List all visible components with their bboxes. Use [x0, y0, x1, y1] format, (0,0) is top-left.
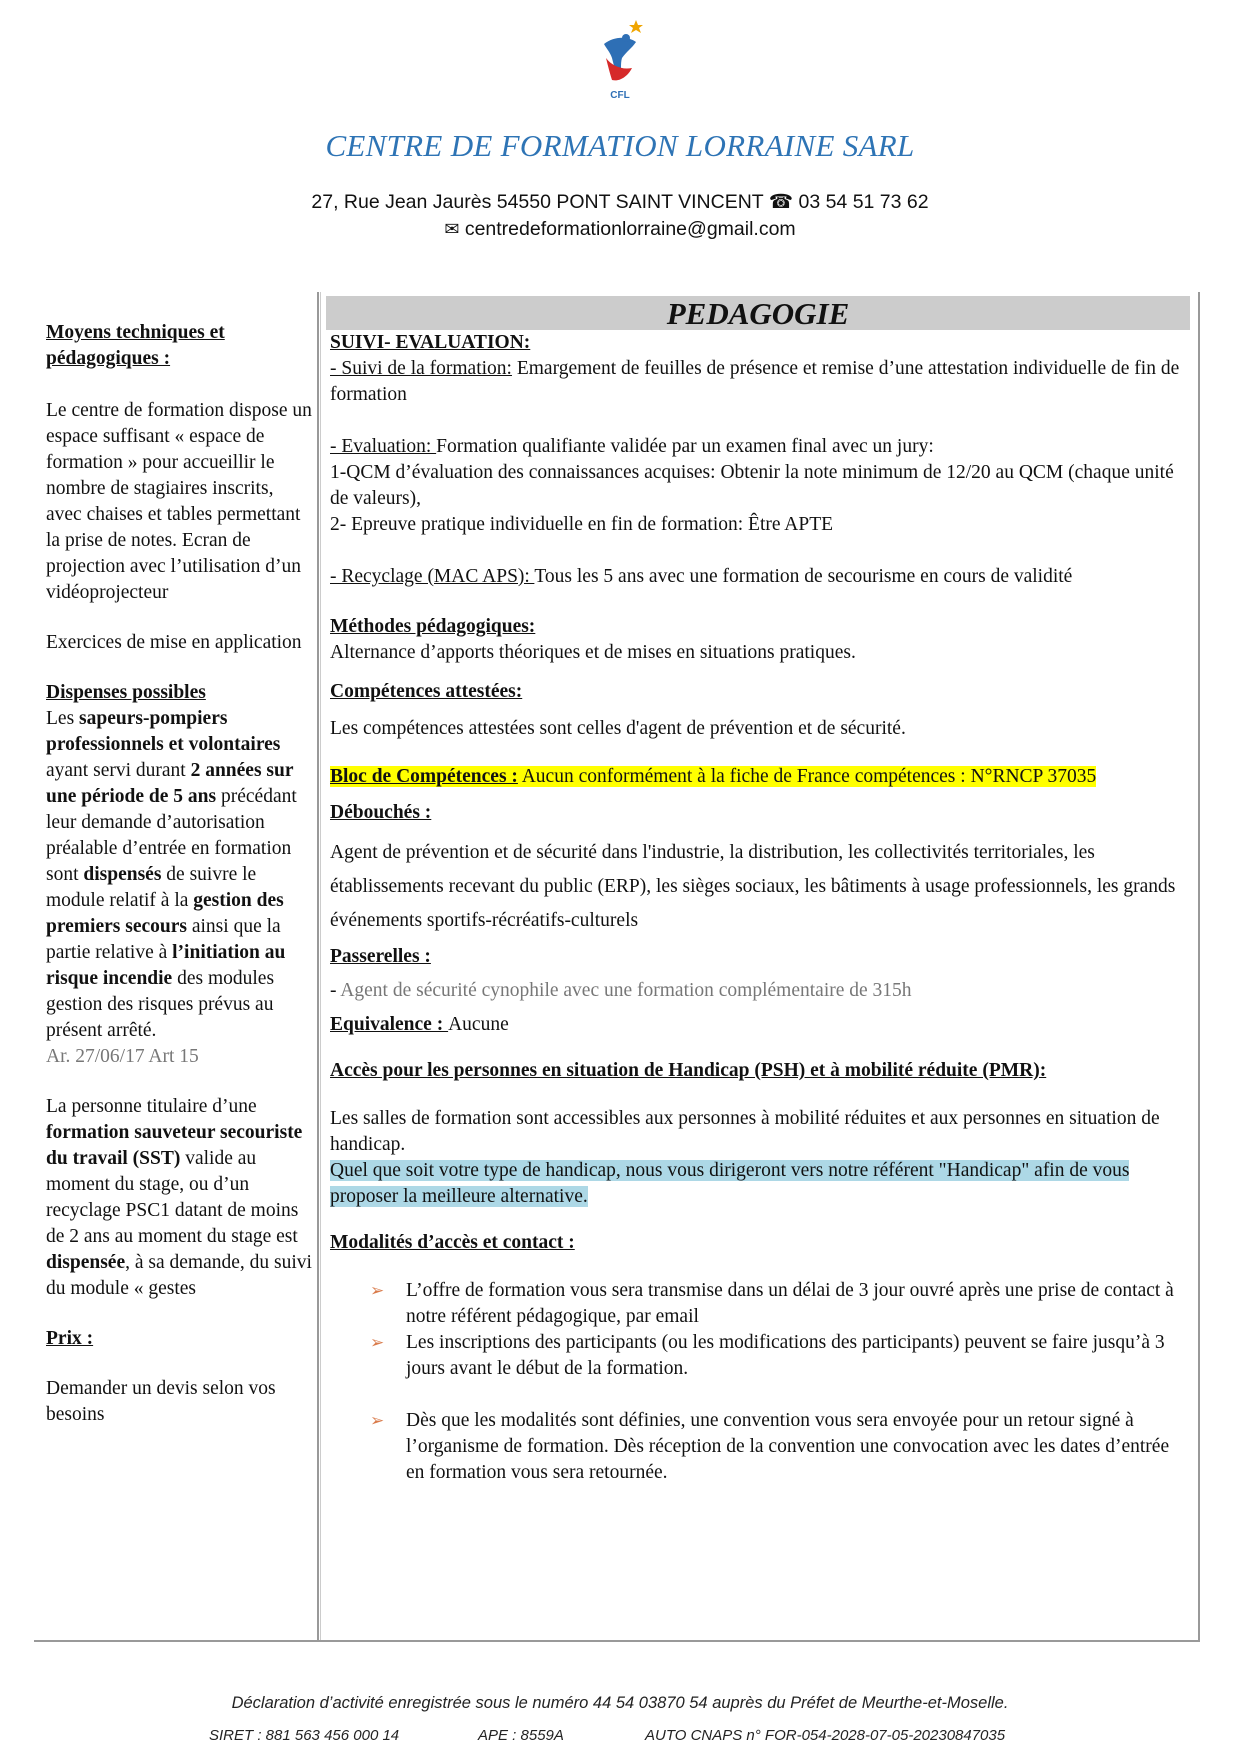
acces-title: Accès pour les personnes en situation de Handicap (PSH) et à mobilité réduite (PMR):: [330, 1060, 1047, 1081]
phone-icon: ☎: [768, 190, 794, 213]
footer-ape: APE : 8559A: [478, 1727, 564, 1744]
arrow-bullet-icon: ➢: [370, 1333, 385, 1353]
competences-text: Les compétences attestées sont celles d'agent de prévention et de sécurité.: [330, 718, 906, 739]
evaluation-line-1: 1-QCM d’évaluation des connaissances acquises: Obtenir la note minimum de 12/20 au QCM (chaque unité de valeurs),: [330, 462, 1174, 509]
arrow-bullet-icon: ➢: [370, 1281, 385, 1301]
modalites-title: Modalités d’accès et contact :: [330, 1232, 575, 1253]
passerelles-title: Passerelles :: [330, 946, 431, 967]
cfl-logo: [592, 18, 648, 102]
footer-siret: SIRET : 881 563 456 000 14: [209, 1727, 400, 1744]
phone-number: 03 54 51 73 62: [798, 191, 929, 213]
modalites-list: [330, 1278, 1188, 1486]
list-item: ➢ L’offre de formation vous sera transmise dans un délai de 3 jour ouvré après une prise de contact à notre référent pédagogique, par email: [370, 1280, 1174, 1327]
prix-text: Demander un devis selon vos besoins: [46, 1378, 276, 1425]
column-divider: [317, 292, 319, 1640]
pedagogie-title: PEDAGOGIE: [326, 296, 1190, 330]
passerelles-text: - Agent de sécurité cynophile avec une formation complémentaire de 315h: [330, 980, 912, 1001]
address-text: 27, Rue Jean Jaurès 54550 PONT SAINT VINCENT: [311, 191, 764, 213]
suivi-text: - Suivi de la formation: Emargement de feuilles de présence et remise d’une attestation individuelle de fin de formation: [330, 358, 1180, 405]
debouches-title: Débouchés :: [330, 802, 432, 823]
logo-text: CFL: [610, 90, 630, 101]
methodes-text: Alternance d’apports théoriques et de mises en situations pratiques.: [330, 642, 856, 663]
competences-title: Compétences attestées:: [330, 681, 523, 702]
acces-text-1: Les salles de formation sont accessibles aux personnes à mobilité réduites et aux personnes en situation de handicap.: [330, 1108, 1160, 1155]
footer-declaration: Déclaration d’activité enregistrée sous le numéro 44 54 03870 54 auprès du Préfet de Meurthe-et-Moselle.: [231, 1694, 1009, 1712]
sidebar-column: [46, 320, 314, 1428]
exercices-text: Exercices de mise en application: [46, 632, 302, 653]
dispenses-title: Dispenses possibles: [46, 682, 206, 703]
footer-cnaps: AUTO CNAPS n° FOR-054-2028-07-05-20230847035: [645, 1727, 1006, 1744]
suivi-title: SUIVI- EVALUATION:: [330, 332, 531, 353]
evaluation-line-2: 2- Epreuve pratique individuelle en fin de formation: Être APTE: [330, 514, 834, 535]
organization-name: CENTRE DE FORMATION LORRAINE SARL: [325, 128, 915, 163]
prix-title: Prix :: [46, 1328, 94, 1349]
moyens-text: Le centre de formation dispose un espace suffisant « espace de formation » pour accueillir le nombre de stagiaires inscrits, avec chaises et tables permettant la prise de notes. Ecran de projection avec l’utilisation d’un vidéoprojecteur: [46, 400, 312, 603]
arrow-bullet-icon: ➢: [370, 1411, 385, 1431]
acces-text-2: Quel que soit votre type de handicap, nous vous dirigeront vers notre référent "Handicap" afin de vous proposer la meilleure alternative.: [330, 1160, 1130, 1207]
bloc-competences: Bloc de Compétences : Aucun conformément à la fiche de France compétences : N°RNCP 37035: [330, 766, 1097, 787]
equivalence: Equivalence : Aucune: [330, 1014, 509, 1035]
recyclage-text: - Recyclage (MAC APS): Tous les 5 ans avec une formation de secourisme en cours de validité: [330, 566, 1073, 587]
moyens-title: Moyens techniques et pédagogiques :: [46, 322, 225, 369]
evaluation-text: - Evaluation: Formation qualifiante validée par un examen final avec un jury:: [330, 436, 934, 457]
dispenses-text: Les sapeurs-pompiers professionnels et volontaires ayant servi durant 2 années sur une période de 5 ans précédant leur demande d’autorisation préalable d’entrée en formation sont dispensés de suivre le module relatif à la gestion des premiers secours ainsi que la partie relative à l’initiation au risque incendie des modules gestion des risques prévus au présent arrêté.: [46, 708, 297, 1041]
email-address: centredeformationlorraine@gmail.com: [464, 218, 796, 240]
main-column: [330, 296, 1188, 1486]
sst-text: La personne titulaire d’une formation sauveteur secouriste du travail (SST) valide au moment du stage, ou d’un recyclage PSC1 datant de moins de 2 ans au moment du stage est dispensée, à sa demande, du suivi du module « gestes: [46, 1096, 312, 1299]
methodes-title: Méthodes pédagogiques:: [330, 616, 536, 637]
debouches-text: Agent de prévention et de sécurité dans l'industrie, la distribution, les collectivités territoriales, les établissements recevant du public (ERP), les sièges sociaux, les bâtiments à usage professionnels, les grands événements sportifs-récréatifs-culturels: [330, 842, 1176, 931]
address-line: [0, 190, 1240, 214]
dispenses-reference: Ar. 27/06/17 Art 15: [46, 1046, 199, 1067]
email-line: [0, 218, 1240, 241]
list-item: ➢ Les inscriptions des participants (ou les modifications des participants) peuvent se faire jusqu’à 3 jours avant le début de la formation.: [370, 1332, 1165, 1379]
envelope-icon: ✉: [444, 219, 460, 240]
list-item: ➢ Dès que les modalités sont définies, une convention vous sera envoyée pour un retour signé à l’organisme de formation. Dès réception de la convention une convocation avec les dates d’entrée en formation vous sera retournée.: [370, 1410, 1170, 1483]
column-divider-inner: [320, 292, 321, 1640]
